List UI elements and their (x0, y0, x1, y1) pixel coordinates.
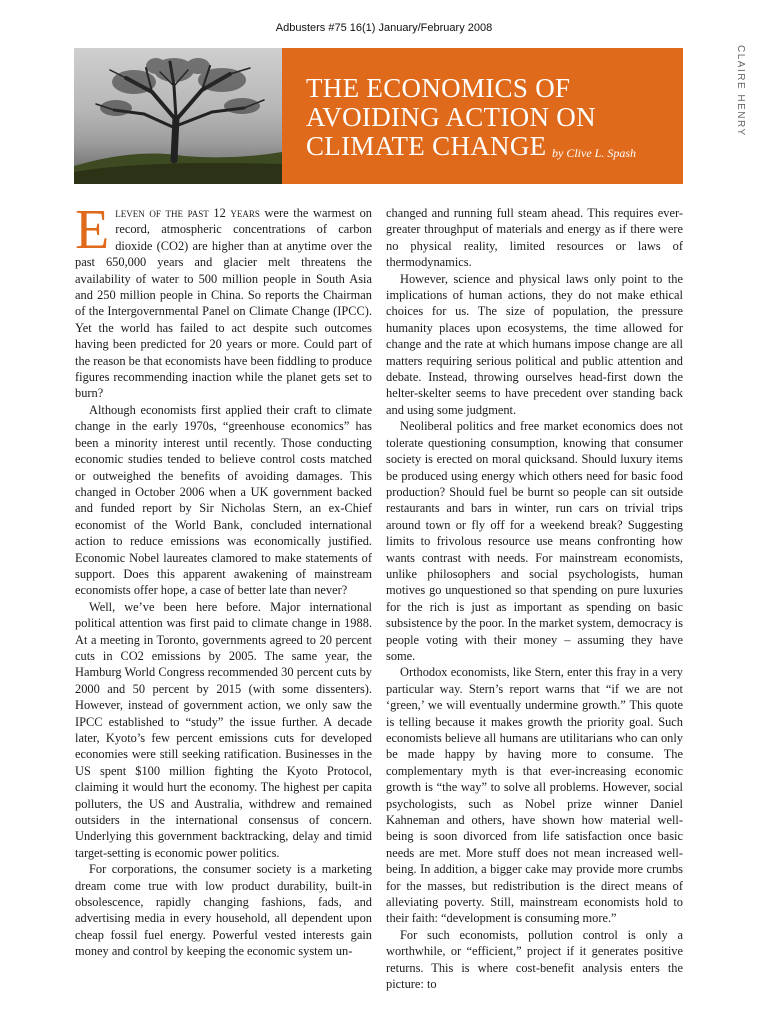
paragraph (75, 199, 373, 402)
paragraph: Although economists first applied their craft to climate change in the early 1970s, “greenhouse economics” has been a minority interest until recently. Those conducting economic studies tended to believe control costs matched or outweighed the benefits of avoiding damages. This changed in October 2006 when a UK government backed and funded report by Sir Nicholas Stern, an ex-Chief economist of the World Bank, concluded international action to reduce emissions was economically justified. Economic Nobel laureates clamored to make statements of support. Does this apparent awakening of mainstream economists offer hope, a case of better late than never? (75, 402, 372, 598)
title-block (282, 48, 683, 184)
lead-in: leven of the past 12 years (115, 206, 260, 220)
article-title: THE ECONOMICS OF AVOIDING ACTION ON CLIMATE CHANGE (306, 73, 596, 161)
paragraph: changed and running full steam ahead. This requires ever-greater throughput of materials and energy as if there were no physical reality, limited resources or laws of thermodynamics. (386, 206, 683, 270)
paragraph: Neoliberal politics and free market economics does not tolerate questioning consumption, knowing that consumer society is erected on moral quicksand. Should luxury items be produced using energy which others need for basic food production? Should fuel be burnt so people can sit outside restaurants and bars in winter, run cars on trivial trips around town or fly off for a weekend break? Suggesting limits to frivolous resource use means confronting how wants contrast with needs. For mainstream economists, unlike philosophers and social psychologists, human motives go unquestioned so that spending on pure luxuries for the rich is just as important as spending on basic subsistence by the poor. In the market system, democracy is people voting with their money – assuming they have some. (386, 419, 683, 663)
left-column (75, 199, 373, 960)
right-column (386, 205, 683, 993)
issue-citation: Adbusters #75 16(1) January/February 2008 (275, 22, 493, 34)
article-banner (74, 48, 683, 184)
tree-photo (74, 48, 282, 184)
paragraph-text: were the warmest on record, atmospheric concentrations of carbon dioxide (CO2) are higher than at anytime over the past 650,000 years and glacier melt threatens the availability of water to 500 million people in South Asia and 250 million people in China. So reports the Chairman of the Intergovernmental Panel on Climate Change (IPCC). Yet the world has failed to act despite such outcomes having been predicted for 20 years or more. Could part of the reason be that economists have been fiddling to produce figures recommending inaction while the planet gets set to burn? (75, 206, 373, 401)
photo-credit: CLAIRE HENRY (735, 45, 746, 137)
drop-cap: E (75, 199, 110, 261)
paragraph: For corporations, the consumer society is a marketing dream come true with low product durability, built-in obsolescence, rapidly changing fashions, fads, and advertising media in every household, all dependent upon cheap fossil fuel energy. Powerful vested interests gain money and control by keeping the economic system un- (75, 862, 372, 959)
article-byline: by Clive L. Spash (552, 146, 636, 160)
paragraph: However, science and physical laws only point to the implications of human actions, they do not make ethical choices for us. The size of population, the pressure humanity places upon ecosystems, the time allowed for change and the rate at which humans impose change are all matters requiring serious political and public attention and debate. Instead, throwing ourselves head-first down the helter-skelter seems to have precedent over standing back and using some judgment. (386, 271, 683, 417)
paragraph: Orthodox economists, like Stern, enter this fray in a very particular way. Stern’s report warns that “if we are not ‘green,’ we will eventually undermine growth.” This quote is telling because it makes growth the priority goal. Such economists believe all humans are utilitarians who can only be made happy by having more to consume. The complementary myth is that ever-increasing economic growth is “the way” to solve all problems. However, social psychologists, such as Nobel prize winner Daniel Kahneman and others, have shown how material well-being is soon divorced from life satisfaction once basic needs are met. More stuff does not mean increased well-being. In addition, a bigger cake may provide more crumbs for the masses, but redistribution is the direct means of alleviating poverty. Still, mainstream economists hold to their faith: “development is consuming more.” (386, 665, 683, 926)
tree-illustration (74, 48, 282, 184)
paragraph: Well, we’ve been here before. Major international political attention was first paid to climate change in 1988. At a meeting in Toronto, governments agreed to 20 percent cuts in CO2 emissions by 2005. The same year, the Hamburg World Congress recommended 30 percent cuts by 2000 and 50 percent by 2015 (with some dissenters). However, instead of government action, we only saw the IPCC established to “study” the issue further. A decade later, Kyoto’s few percent emissions cuts for developed economies were still seeking ratification. Businesses in the US spent $100 million fighting the Kyoto Protocol, claiming it would hurt the economy. The highest per capita polluters, the US and Australia, withdrew and remained outsiders in the international consensus of concern. Underlying this government backtracking, delay and timid target-setting is economic power politics. (75, 599, 372, 860)
paragraph: For such economists, pollution control is only a worthwhile, or “efficient,” project if it generates positive returns. This is where cost-benefit analysis enters the picture: to (386, 927, 683, 992)
